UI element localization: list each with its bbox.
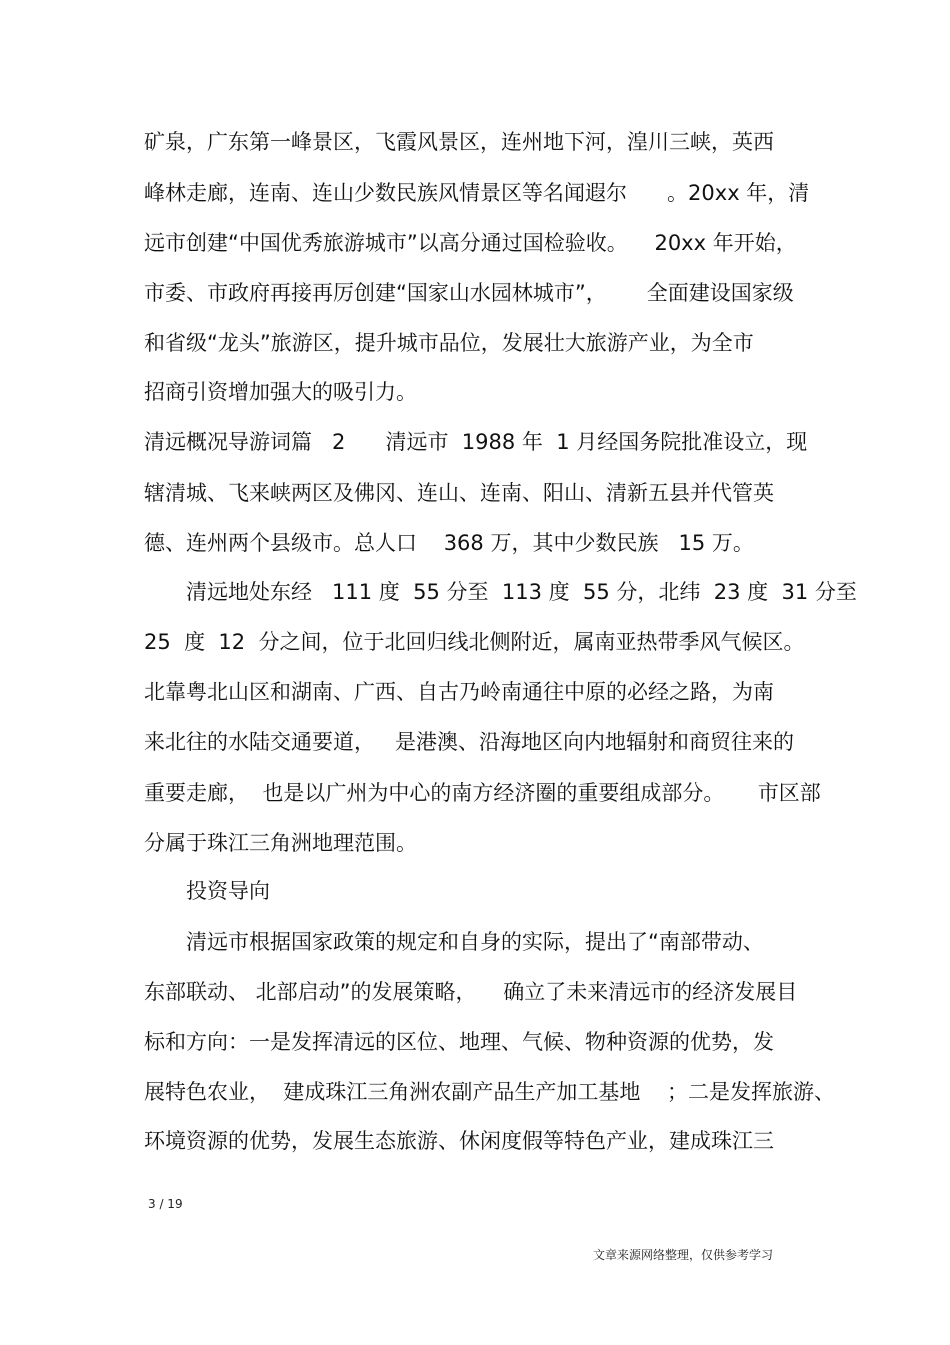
text-line: 来北往的水陆交通要道， 是港澳、沿海地区向内地辐射和商贸往来的 — [144, 730, 795, 754]
text-line: 峰林走廊，连南、连山少数民族风情景区等名闻遐尔 。20xx 年，清 — [144, 181, 810, 205]
text-line: 市委、市政府再接再厉创建“国家山水园林城市”， 全面建设国家级 — [144, 281, 794, 305]
text-line: 清远市根据国家政策的规定和自身的实际，提出了“南部带动、 — [186, 930, 764, 954]
text-line: 德、连州两个县级市。总人口 368 万，其中少数民族 15 万。 — [144, 531, 754, 555]
section-heading: 投资导向 — [186, 879, 270, 903]
footer-note: 文章来源网络整理，仅供参考学习 — [593, 1248, 774, 1262]
text-line: 北靠粤北山区和湖南、广西、自古乃岭南通往中原的必经之路，为南 — [144, 680, 774, 704]
text-line: 展特色农业， 建成珠江三角洲农副产品生产加工基地 ；二是发挥旅游、 — [144, 1080, 836, 1104]
text-line: 招商引资增加强大的吸引力。 — [144, 380, 417, 404]
page-number: 3 / 19 — [148, 1197, 183, 1211]
text-line: 矿泉，广东第一峰景区，飞霞风景区，连州地下河，湟川三峡，英西 — [144, 130, 774, 154]
text-line: 和省级“龙头”旅游区，提升城市品位，发展壮大旅游产业，为全市 — [144, 331, 754, 355]
text-line: 东部联动、 北部启动”的发展策略， 确立了未来清远市的经济发展目 — [144, 980, 798, 1004]
text-line: 分属于珠江三角洲地理范围。 — [144, 831, 417, 855]
text-line: 标和方向：一是发挥清远的区位、地理、气候、物种资源的优势，发 — [144, 1030, 774, 1054]
text-line: 辖清城、飞来峡两区及佛冈、连山、连南、阳山、清新五县并代管英 — [144, 481, 774, 505]
text-line: 重要走廊， 也是以广州为中心的南方经济圈的重要组成部分。 市区部 — [144, 781, 821, 805]
text-line: 25 度 12 分之间，位于北回归线北侧附近，属南亚热带季风气候区。 — [144, 630, 805, 654]
text-line: 清远地处东经 111 度 55 分至 113 度 55 分，北纬 23 度 31 分至 — [186, 580, 857, 604]
text-line: 环境资源的优势，发展生态旅游、休闲度假等特色产业，建成珠江三 — [144, 1129, 774, 1153]
text-line: 远市创建“中国优秀旅游城市”以高分通过国检验收。 20xx 年开始， — [144, 231, 797, 255]
text-line: 清远概况导游词篇 2 清远市 1988 年 1 月经国务院批准设立，现 — [144, 430, 808, 454]
